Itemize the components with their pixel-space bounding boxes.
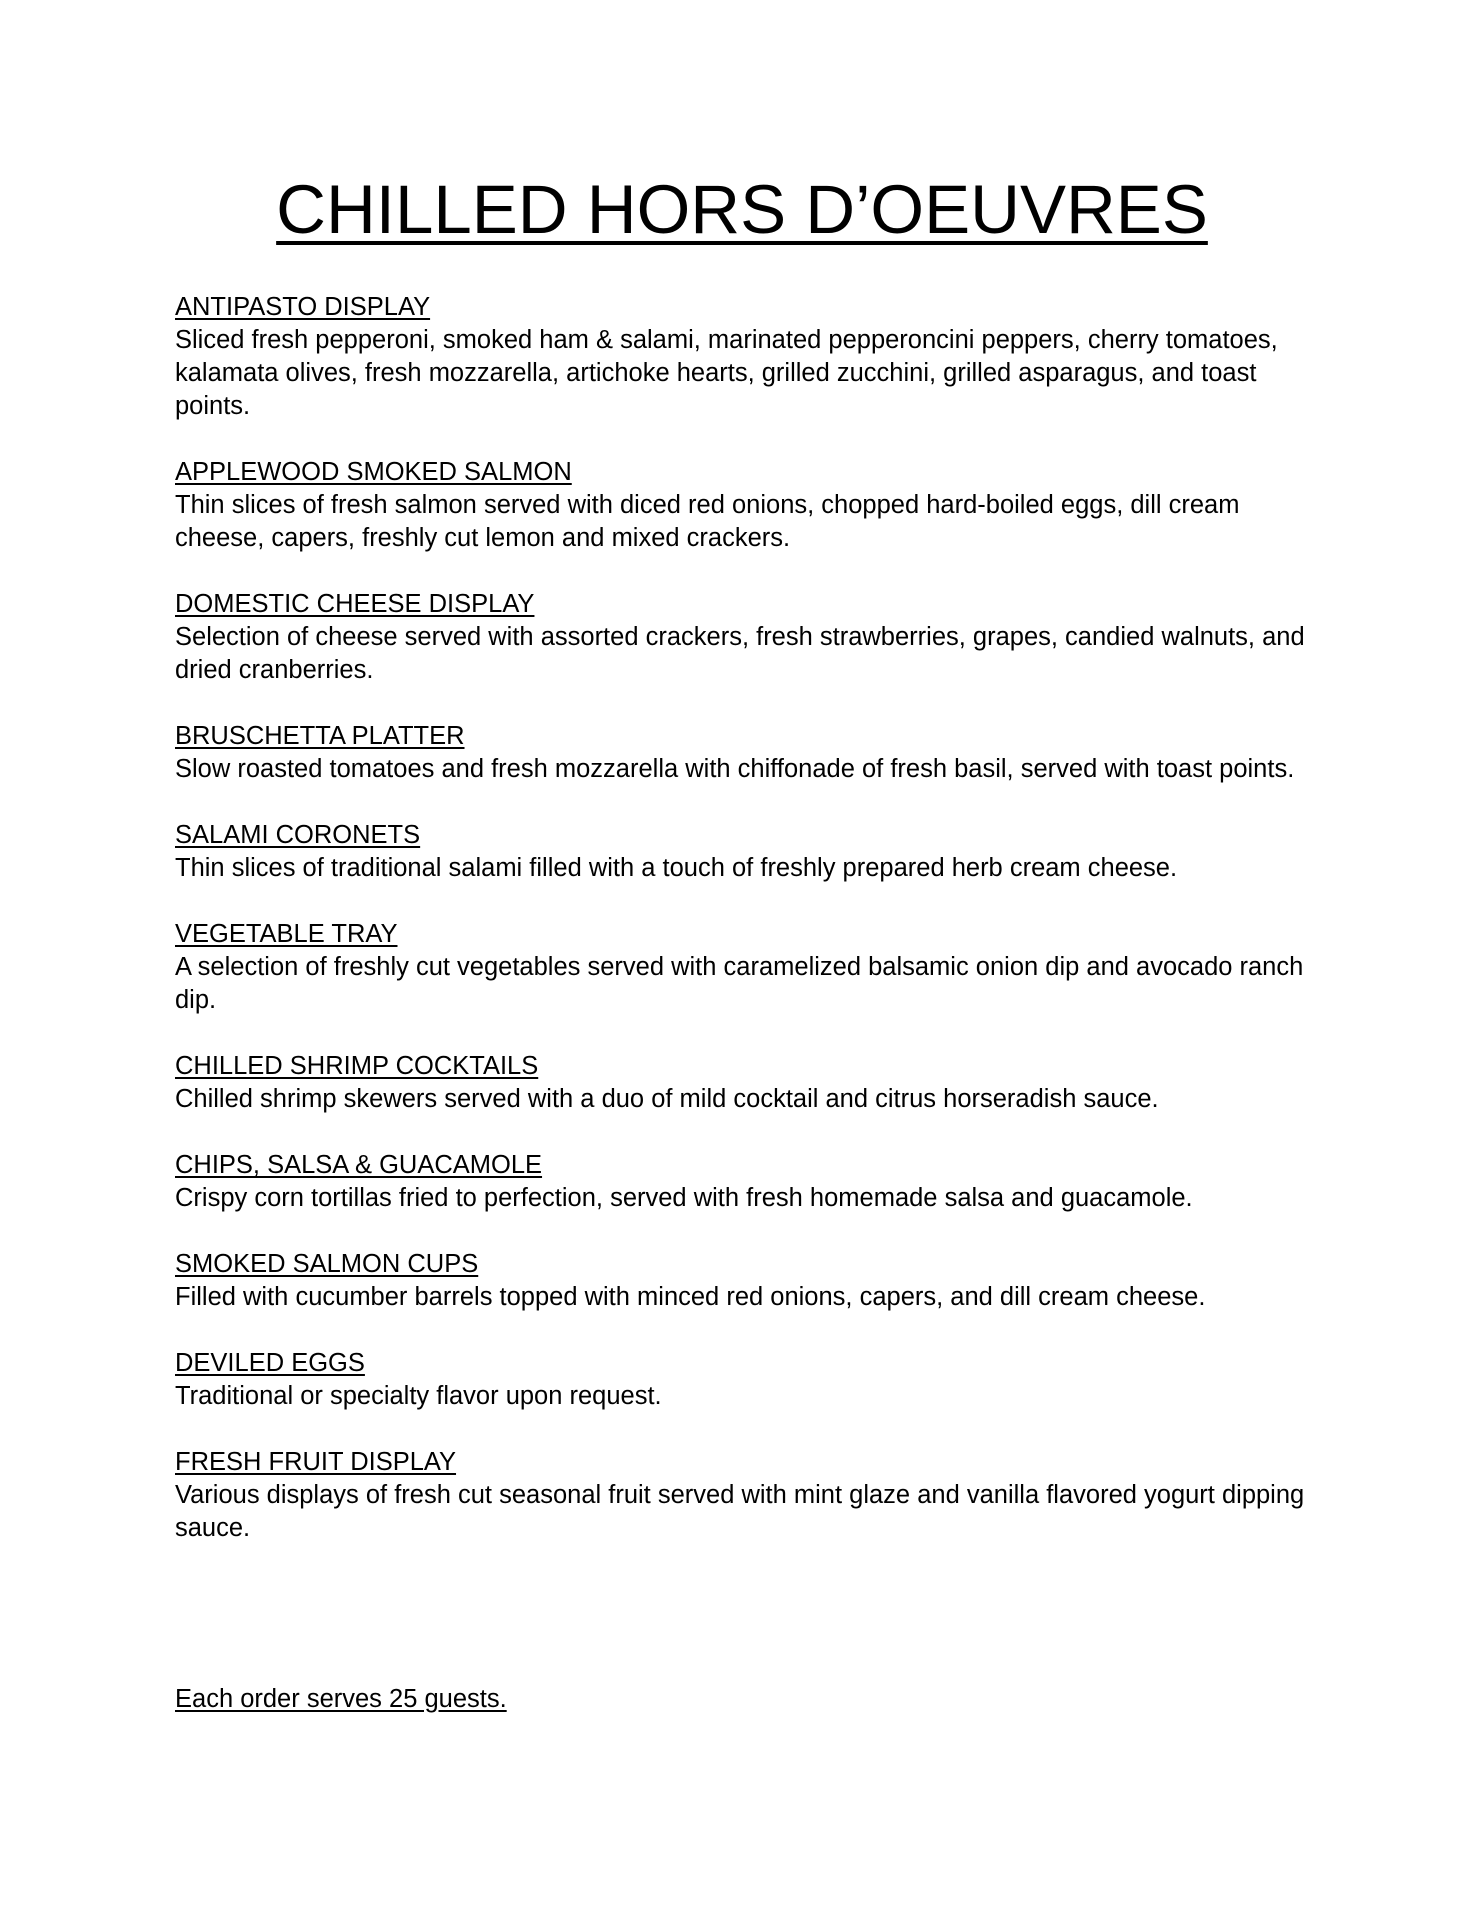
- page-title-text: CHILLED HORS D’OEUVRES: [276, 171, 1208, 248]
- menu-item-name: VEGETABLE TRAY: [175, 920, 398, 948]
- menu-item: [175, 1446, 1325, 1545]
- menu-item: [175, 819, 1325, 885]
- menu-item-name: DOMESTIC CHEESE DISPLAY: [175, 590, 535, 618]
- menu-item-description: A selection of freshly cut vegetables served with caramelized balsamic onion dip and avocado ranch dip.: [175, 953, 1304, 1014]
- menu-item: [175, 291, 1325, 423]
- menu-item-name: SMOKED SALMON CUPS: [175, 1250, 479, 1278]
- menu-item-name: CHIPS, SALSA & GUACAMOLE: [175, 1151, 543, 1179]
- menu-item-description: Thin slices of traditional salami filled with a touch of freshly prepared herb cream cheese.: [175, 854, 1178, 882]
- menu-item-name: FRESH FRUIT DISPLAY: [175, 1448, 457, 1476]
- menu-item: [175, 1347, 1325, 1413]
- menu-item-name: ANTIPASTO DISPLAY: [175, 293, 431, 321]
- menu-item: [175, 720, 1325, 786]
- menu-item-description: Various displays of fresh cut seasonal fruit served with mint glaze and vanilla flavored yogurt dipping sauce.: [175, 1481, 1305, 1542]
- menu-item-list: [175, 291, 1325, 1578]
- menu-item-name: DEVILED EGGS: [175, 1349, 365, 1377]
- menu-item-name: SALAMI CORONETS: [175, 821, 421, 849]
- menu-item-description: Selection of cheese served with assorted crackers, fresh strawberries, grapes, candied walnuts, and dried cranberries.: [175, 623, 1305, 684]
- page-title: [0, 170, 1484, 250]
- menu-item-description: Chilled shrimp skewers served with a duo of mild cocktail and citrus horseradish sauce.: [175, 1085, 1159, 1113]
- menu-item: [175, 918, 1325, 1017]
- menu-item-description: Crispy corn tortillas fried to perfection, served with fresh homemade salsa and guacamole.: [175, 1184, 1193, 1212]
- menu-item: [175, 1050, 1325, 1116]
- menu-item-description: Sliced fresh pepperoni, smoked ham & salami, marinated pepperoncini peppers, cherry tomatoes, kalamata olives, fresh mozzarella, artichoke hearts, grilled zucchini, grilled asparagus, and toast points.: [175, 326, 1278, 420]
- menu-item: [175, 456, 1325, 555]
- menu-item-name: CHILLED SHRIMP COCKTAILS: [175, 1052, 539, 1080]
- menu-item-description: Traditional or specialty flavor upon request.: [175, 1382, 662, 1410]
- menu-item: [175, 1149, 1325, 1215]
- menu-item-description: Slow roasted tomatoes and fresh mozzarella with chiffonade of fresh basil, served with toast points.: [175, 755, 1295, 783]
- menu-item-description: Thin slices of fresh salmon served with diced red onions, chopped hard-boiled eggs, dill cream cheese, capers, freshly cut lemon and mixed crackers.: [175, 491, 1240, 552]
- menu-item-name: APPLEWOOD SMOKED SALMON: [175, 458, 572, 486]
- menu-item-description: Filled with cucumber barrels topped with minced red onions, capers, and dill cream cheese.: [175, 1283, 1206, 1311]
- menu-item-name: BRUSCHETTA PLATTER: [175, 722, 465, 750]
- menu-item: [175, 1248, 1325, 1314]
- menu-item: [175, 588, 1325, 687]
- serving-note: Each order serves 25 guests.: [175, 1685, 507, 1713]
